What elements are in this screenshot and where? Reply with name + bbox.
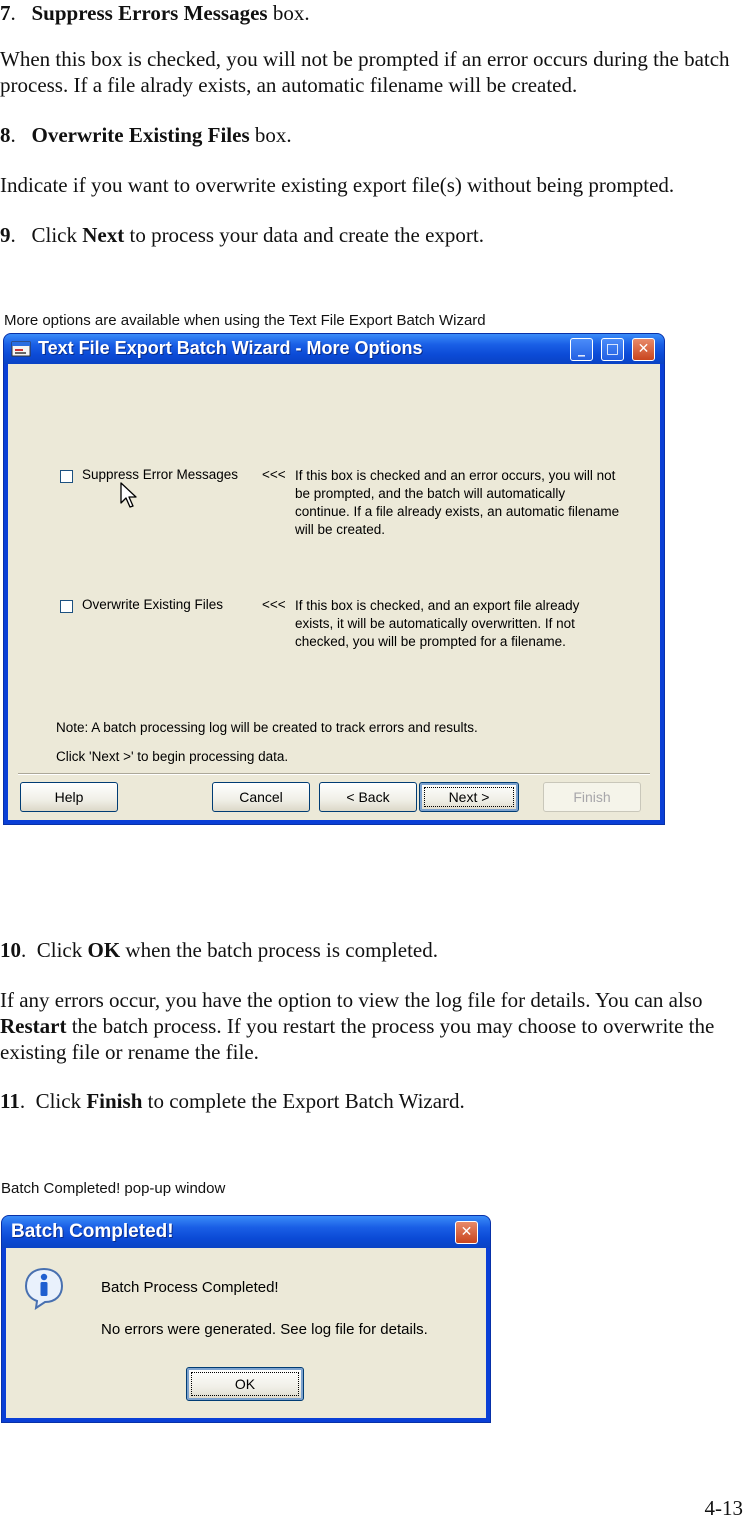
help-line: checked, you will be prompted for a filename.	[295, 634, 566, 649]
app-icon	[11, 340, 31, 358]
help-button[interactable]: Help	[20, 782, 118, 812]
step-number: 8	[0, 123, 11, 147]
step-7: 7. Suppress Errors Messages box.	[0, 1, 310, 25]
suppress-errors-checkbox[interactable]	[60, 470, 73, 483]
step-text: to process your data and create the export.	[124, 223, 485, 247]
log-note: Note: A batch processing log will be created to track errors and results.	[56, 720, 478, 735]
step-bold: Suppress Errors Messages	[31, 1, 268, 25]
help-line: If this box is checked and an error occurs, you will not	[295, 468, 616, 483]
step-bold: Next	[82, 223, 125, 247]
step-11: 11. Click Finish to complete the Export Batch Wizard.	[0, 1089, 465, 1113]
step-text: when the batch process is completed.	[120, 938, 438, 962]
separator	[18, 773, 650, 775]
overwrite-files-label: Overwrite Existing Files	[82, 597, 224, 612]
minimize-icon[interactable]: _	[570, 338, 593, 361]
step-number: 11	[0, 1089, 20, 1113]
help-line: be prompted, and the batch will automatically	[295, 486, 566, 501]
window-title: Text File Export Batch Wizard - More Options	[38, 338, 423, 358]
step-10: 10. Click OK when the batch process is completed.	[0, 938, 438, 962]
step-text: to complete the Export Batch Wizard.	[142, 1089, 465, 1113]
step-text: Click	[35, 1089, 87, 1113]
batch-completed-window	[1, 1215, 491, 1423]
overwrite-help-text	[295, 597, 579, 651]
ok-button[interactable]	[186, 1367, 304, 1401]
step-number: 7	[0, 1, 11, 25]
help-line: exists, it will be automatically overwritten. If not	[295, 616, 575, 631]
page-number: 4-13	[704, 1496, 743, 1520]
step-bold: Finish	[86, 1089, 143, 1113]
wizard-caption: More options are available when using the Text File Export Batch Wizard	[4, 312, 486, 329]
finish-button[interactable]: Finish	[543, 782, 641, 812]
next-button[interactable]	[419, 782, 519, 812]
suppress-errors-label: Suppress Error Messages	[82, 467, 239, 482]
focus-ring	[424, 787, 514, 807]
step-bold: Overwrite Existing Files	[31, 123, 250, 147]
step-text: box.	[267, 1, 310, 25]
step-number: 9	[0, 223, 11, 247]
info-icon	[22, 1266, 66, 1310]
step-9: 9. Click Next to process your data and create the export.	[0, 223, 485, 247]
next-button-label: Next >	[448, 789, 490, 805]
close-icon[interactable]: ✕	[455, 1221, 478, 1244]
help-line: continue. If a file already exists, an automatic filename	[295, 504, 620, 519]
step-7-description: When this box is checked, you will not be prompted if an error occurs during the batch process. If a file alrady exists, an automatic filename will be created.	[0, 47, 730, 97]
popup-message-detail: No errors were generated. See log file for details.	[101, 1321, 428, 1338]
step-text: Click	[31, 223, 83, 247]
cancel-button[interactable]: Cancel	[212, 782, 310, 812]
desc-text: the batch process. If you restart the process you may choose to overwrite the existing file or rename the file.	[0, 1014, 715, 1064]
step-8-description: Indicate if you want to overwrite existing export file(s) without being prompted.	[0, 173, 675, 197]
window-title: Batch Completed!	[11, 1221, 174, 1242]
mouse-cursor-icon	[120, 482, 138, 510]
back-button[interactable]: < Back	[319, 782, 417, 812]
title-bar	[2, 1216, 490, 1248]
close-icon[interactable]: ✕	[632, 338, 655, 361]
step-text: Click	[36, 938, 88, 962]
maximize-icon[interactable]: □	[601, 338, 624, 361]
desc-bold: Restart	[0, 1014, 67, 1038]
suppress-arrow: <<<	[262, 467, 286, 482]
desc-text: If any errors occur, you have the option to view the log file for details. You can also	[0, 988, 703, 1012]
step-text: box.	[249, 123, 292, 147]
step-bold: OK	[87, 938, 121, 962]
ok-button-label: OK	[234, 1376, 256, 1392]
help-line: If this box is checked, and an export file already	[295, 598, 580, 613]
help-line: will be created.	[295, 522, 386, 537]
suppress-help-text	[295, 467, 619, 539]
overwrite-files-checkbox[interactable]	[60, 600, 73, 613]
click-next-note: Click 'Next >' to begin processing data.	[56, 749, 289, 764]
step-number: 10	[0, 938, 21, 962]
overwrite-arrow: <<<	[262, 597, 286, 612]
popup-client-area	[6, 1248, 486, 1418]
popup-caption: Batch Completed! pop-up window	[1, 1180, 226, 1197]
wizard-window	[3, 333, 665, 825]
step-8: 8. Overwrite Existing Files box.	[0, 123, 292, 147]
wizard-client-area	[8, 364, 660, 820]
step-10-description	[0, 987, 745, 1065]
popup-message-title: Batch Process Completed!	[101, 1279, 279, 1296]
focus-ring	[191, 1372, 299, 1396]
title-bar	[4, 334, 664, 364]
